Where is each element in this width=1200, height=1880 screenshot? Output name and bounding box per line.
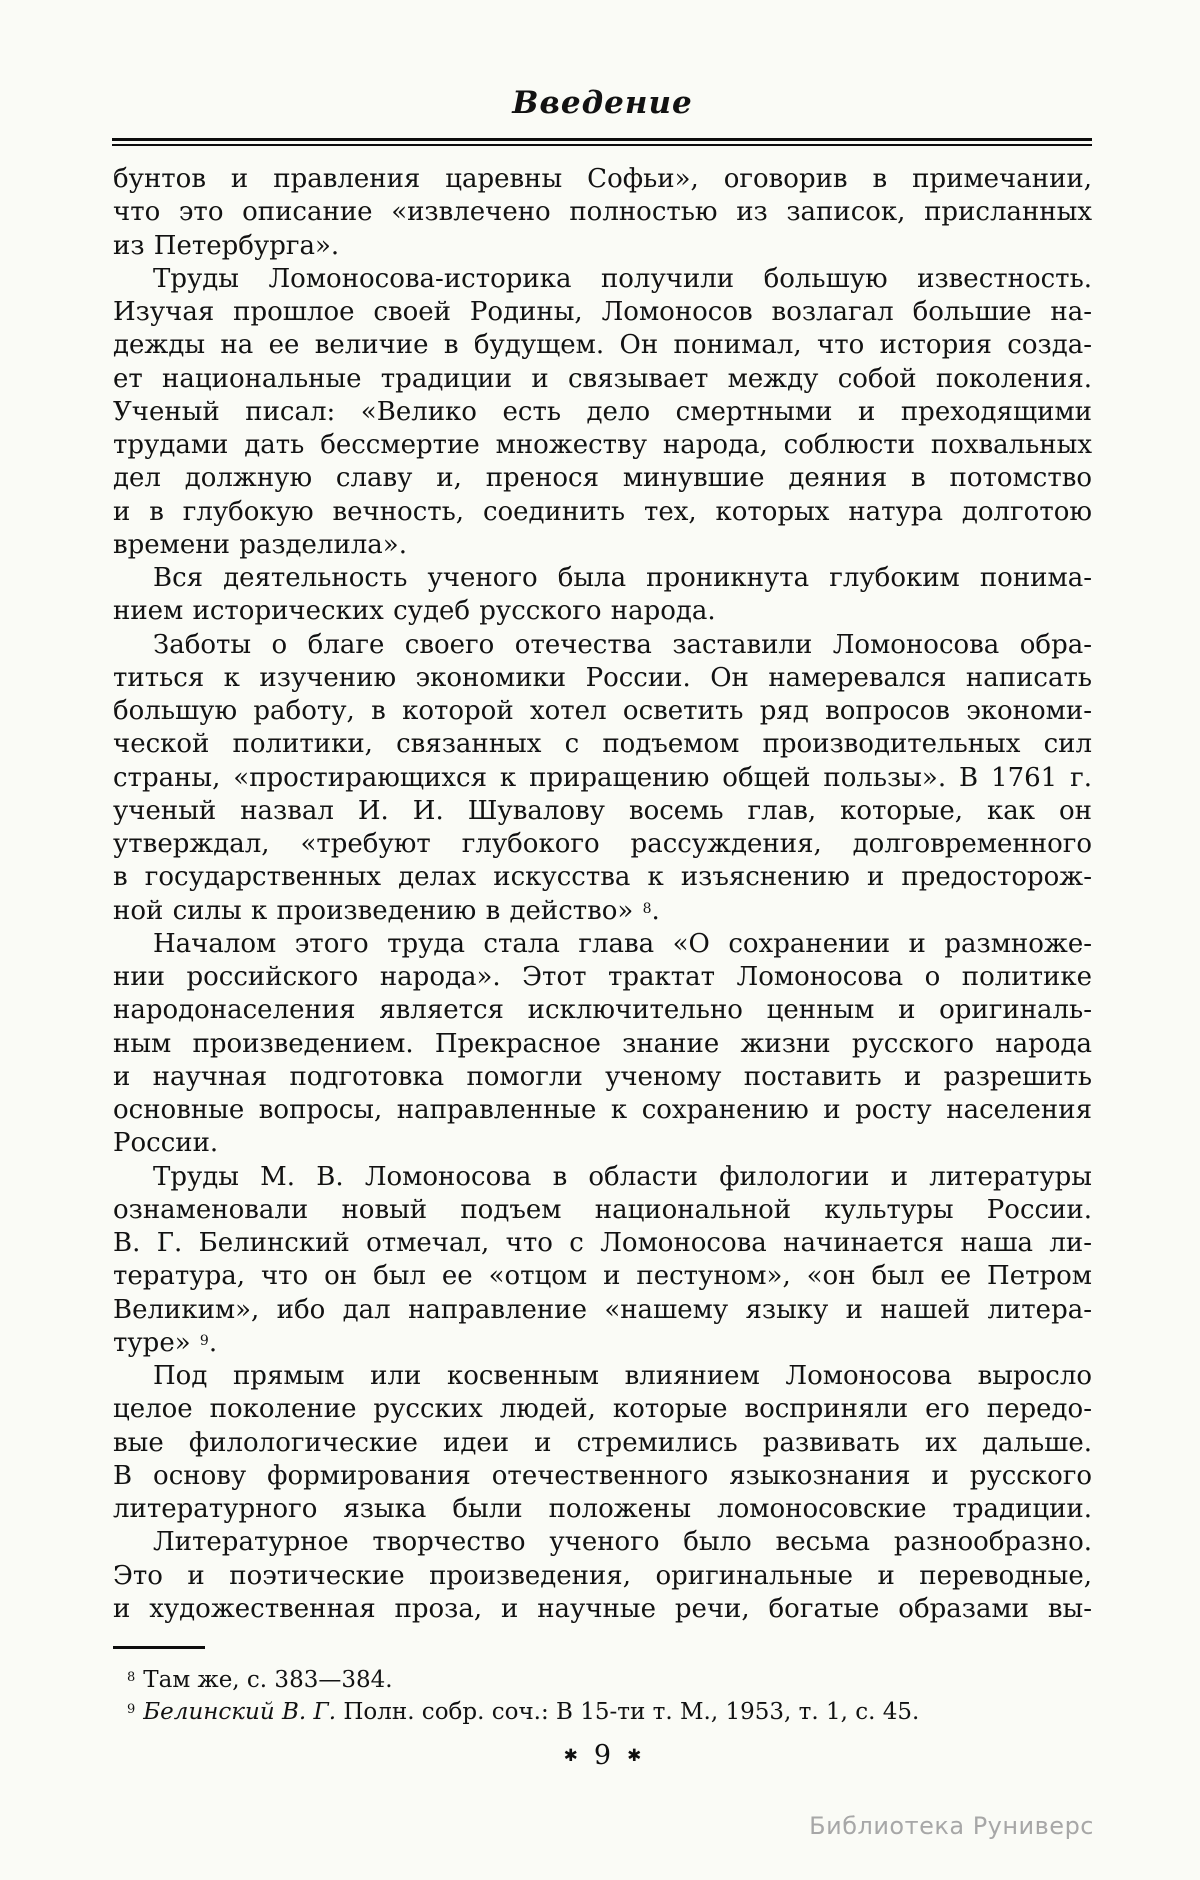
body-line	[113, 1094, 1092, 1127]
body-line	[113, 728, 1092, 761]
footnote-marker: 8	[127, 1670, 136, 1685]
text-segment: Под прямым или косвенным влиянием Ломоносова выросло	[153, 1361, 1092, 1391]
text-segment: ученый назвал И. И. Шувалову восемь глав, которые, как он	[113, 795, 1092, 826]
body-line	[113, 595, 1092, 628]
body-line	[113, 762, 1092, 795]
text-segment: вые филологические идеи и стремились развивать их дальше.	[113, 1427, 1092, 1458]
text-segment: трудами дать бессмертие множеству народа, соблюсти похвальных	[113, 430, 1092, 460]
body-line	[113, 562, 1092, 595]
body-line	[113, 429, 1092, 462]
header-double-rule	[112, 138, 1092, 146]
page-header-title: Введение	[512, 85, 693, 121]
text-segment: В основу формирования отечественного языкознания и русского	[113, 1460, 1092, 1491]
text-segment: дежды на ее величие в будущем. Он понимал, что история созда-	[113, 330, 1092, 361]
body-line	[113, 1493, 1092, 1526]
text-segment: Труды Ломоносова-историка получили большую известность.	[153, 263, 1092, 294]
text-segment: нии российского народа». Этот трактат Ломоносова о политике	[113, 962, 1092, 992]
text-segment: народонаселения является исключительно ценным и оригиналь-	[113, 995, 1092, 1026]
text-segment: литературного языка были положены ломоносовские традиции.	[113, 1494, 1092, 1524]
footnotes	[113, 1662, 1092, 1726]
footnote-marker: 9	[127, 1702, 136, 1717]
page-number-ornament-left: ✱	[563, 1746, 578, 1766]
text-segment: ной силы к произведению в действо»	[113, 895, 643, 926]
body-line	[113, 1460, 1092, 1493]
body-line	[113, 496, 1092, 529]
text-segment: ческой политики, связанных с подъемом производительных сил	[113, 729, 1092, 760]
text-segment: нием исторических судеб русского народа.	[113, 596, 716, 627]
text-segment: времени разделила».	[113, 529, 407, 560]
text-segment: туре»	[113, 1327, 200, 1358]
body-line	[113, 1260, 1092, 1293]
body-line	[113, 196, 1092, 229]
body-line	[113, 994, 1092, 1027]
text-segment: бунтов и правления царевны Софьи», оговорив в примечании,	[113, 164, 1092, 194]
text-segment: и в глубокую вечность, соединить тех, которых натура долготою	[113, 496, 1092, 527]
text-segment: страны, «простирающихся к приращению общей пользы». В 1761 г.	[113, 762, 1092, 793]
body-line	[113, 363, 1092, 396]
text-segment: Это и поэтические произведения, оригинальные и переводные,	[113, 1560, 1092, 1591]
body-line	[113, 529, 1092, 562]
body-line	[113, 1360, 1092, 1393]
text-segment: утверждал, «требуют глубокого рассуждения, долговременного	[113, 829, 1092, 859]
body-line	[113, 1294, 1092, 1327]
body-line	[113, 1393, 1092, 1426]
body-line	[113, 662, 1092, 695]
text-segment: Началом этого труда стала глава «О сохранении и размноже-	[153, 928, 1092, 959]
body-line	[113, 462, 1092, 495]
body-line	[113, 828, 1092, 861]
body-line	[113, 1161, 1092, 1194]
body-line	[113, 695, 1092, 728]
text-segment: .	[651, 895, 660, 926]
text-segment: тература, что он был ее «отцом и пестуном», «он был ее Петром	[113, 1261, 1092, 1292]
footnote	[113, 1662, 1092, 1694]
body-line	[113, 396, 1092, 429]
text-segment: Великим», ибо дал направление «нашему языку и нашей литера-	[113, 1294, 1092, 1325]
body-line	[113, 961, 1092, 994]
body-line	[113, 1327, 1092, 1360]
body-line	[113, 928, 1092, 961]
body-line	[113, 1560, 1092, 1593]
text-segment: и научная подготовка помогли ученому поставить и разрешить	[113, 1061, 1092, 1092]
text-segment: большую работу, в которой хотел осветить ряд вопросов экономи-	[113, 696, 1092, 726]
text-segment: ет национальные традиции и связывает между собой поколения.	[113, 363, 1092, 394]
body-line	[113, 1028, 1092, 1061]
text-segment: дел должную славу и, пренося минувшие деяния в потомство	[113, 463, 1092, 494]
text-segment: Заботы о благе своего отечества заставили Ломоносова обра-	[153, 629, 1092, 660]
text-segment: Там же, с. 383—384.	[143, 1667, 393, 1693]
body-line	[113, 1227, 1092, 1260]
body-line	[113, 296, 1092, 329]
page-number	[113, 1740, 1092, 1772]
page-number-ornament-right: ✱	[627, 1746, 642, 1766]
body-line	[113, 230, 1092, 263]
body-line	[113, 1526, 1092, 1559]
text-segment: Ученый писал: «Велико есть дело смертными и преходящими	[113, 396, 1092, 427]
text-segment: В. Г. Белинский отмечал, что с Ломоносова начинается наша ли-	[113, 1228, 1092, 1258]
body-line	[113, 1593, 1092, 1626]
text-segment: Полн. собр. соч.: В 15-ти т. М., 1953, т. 1, с. 45.	[336, 1699, 920, 1725]
footnote	[113, 1694, 1092, 1726]
body-line	[113, 329, 1092, 362]
text-segment: Вся деятельность ученого была проникнута глубоким понима-	[153, 563, 1092, 593]
text-segment: ным произведением. Прекрасное знание жизни русского народа	[113, 1028, 1092, 1059]
text-segment: целое поколение русских людей, которые восприняли его передо-	[113, 1394, 1092, 1425]
footnote-reference: 9	[199, 1332, 209, 1349]
text-segment: и художественная проза, и научные речи, богатые образами вы-	[113, 1593, 1092, 1624]
text-segment: что это описание «извлечено полностью из записок, присланных	[113, 197, 1092, 228]
text-segment: Литературное творчество ученого было весьма разнообразно.	[153, 1527, 1092, 1558]
text-segment: основные вопросы, направленные к сохранению и росту населения	[113, 1095, 1092, 1125]
text-segment: .	[208, 1327, 218, 1358]
body-line	[113, 1427, 1092, 1460]
body-text	[113, 163, 1092, 1626]
text-segment: из Петербурга».	[113, 230, 340, 261]
text-segment: России.	[113, 1128, 219, 1159]
footnote-separator-rule	[113, 1646, 205, 1649]
body-line	[113, 895, 1092, 928]
page-number-value: 9	[593, 1740, 612, 1771]
footnote-reference: 8	[642, 900, 652, 917]
body-line	[113, 1194, 1092, 1227]
body-line	[113, 263, 1092, 296]
text-segment: ознаменовали новый подъем национальной культуры России.	[113, 1194, 1092, 1225]
text-segment: Изучая прошлое своей Родины, Ломоносов возлагал большие на-	[113, 297, 1092, 327]
body-line	[113, 629, 1092, 662]
body-line	[113, 861, 1092, 894]
text-segment: титься к изучению экономики России. Он намеревался написать	[113, 662, 1092, 693]
text-segment: Белинский В. Г.	[143, 1699, 337, 1725]
body-line	[113, 163, 1092, 196]
library-watermark: Библиотека Руниверс	[809, 1812, 1094, 1840]
text-segment: в государственных делах искусства к изъяснению и предосторож-	[113, 862, 1092, 893]
body-line	[113, 1061, 1092, 1094]
body-line	[113, 1127, 1092, 1160]
body-line	[113, 795, 1092, 828]
text-segment: Труды М. В. Ломоносова в области филологии и литературы	[153, 1161, 1092, 1192]
